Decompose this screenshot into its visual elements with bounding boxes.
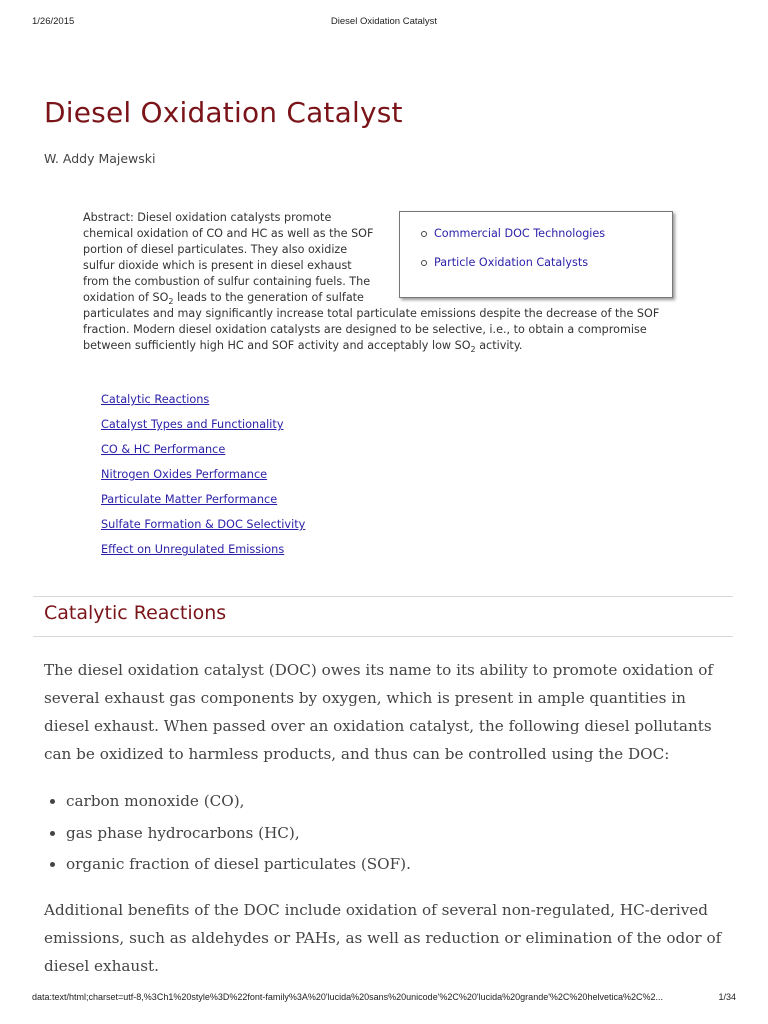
section-intro-paragraph: The diesel oxidation catalyst (DOC) owes its name to its ability to promote oxidation of several exhaust gas components by oxygen, which is present in ample quantities in diesel exhaust. When passed over an oxidation catalyst, the following diesel pollutants can be oxidized to harmless products, and thus can be controlled using the DOC: — [44, 661, 714, 763]
abstract-subscript: 2 — [470, 345, 476, 354]
section-heading: Catalytic Reactions — [44, 602, 227, 624]
abstract-text-part3: activity. — [475, 339, 523, 352]
print-page-title: Diesel Oxidation Catalyst — [330, 16, 438, 27]
toc-link-catalyst-types[interactable]: Catalyst Types and Functionality — [101, 418, 284, 431]
abstract-text-part1: Abstract: Diesel oxidation catalysts promote chemical oxidation of CO and HC as well as the SOF portion of diesel particulates. They also oxidize sulfur dioxide which is present in diesel exhaust from the combustion of sulfur containing fuels. The oxidation of SO — [83, 211, 374, 304]
section-divider-top — [33, 596, 733, 597]
print-url: data:text/html;charset=utf-8,%3Ch1%20style%3D%22font-family%3A%20'lucida%20sans%20unicode'%2C%20'lucida%20grande'%2C%20helvetica%2C%2... — [32, 992, 663, 1002]
related-links-list — [422, 226, 658, 271]
related-link-item — [434, 226, 658, 242]
related-links-box — [399, 211, 673, 298]
toc-item — [101, 392, 305, 417]
page-number: 1/34 — [718, 992, 736, 1002]
toc-item — [101, 417, 305, 442]
toc-link-particulate-matter[interactable]: Particulate Matter Performance — [101, 493, 278, 506]
list-item: • organic fraction of diesel particulates (SOF). — [66, 850, 411, 882]
print-footer — [32, 992, 736, 1006]
page-title: Diesel Oxidation Catalyst — [44, 96, 403, 129]
abstract — [83, 210, 673, 354]
list-item: • gas phase hydrocarbons (HC), — [66, 819, 411, 851]
author-byline: W. Addy Majewski — [44, 151, 156, 166]
toc-link-nitrogen-oxides[interactable]: Nitrogen Oxides Performance — [101, 468, 268, 481]
toc-item — [101, 492, 305, 517]
abstract-text-part2: leads to the generation of sulfate particulates and may significantly increase total particulate emissions despite the decrease of the SOF fraction. Modern diesel oxidation catalysts are designed to be selective, i.e., to obtain a compromise between sufficiently high HC and SOF activity and acceptably low SO — [83, 291, 660, 352]
table-of-contents — [101, 392, 305, 567]
section-divider-bottom — [33, 636, 733, 637]
toc-item — [101, 467, 305, 492]
toc-link-catalytic-reactions[interactable]: Catalytic Reactions — [101, 393, 210, 406]
link-commercial-doc-technologies[interactable]: Commercial DOC Technologies — [434, 227, 606, 240]
toc-item — [101, 542, 305, 567]
pollutant-list — [44, 787, 411, 882]
print-header — [32, 16, 736, 30]
toc-link-co-hc-performance[interactable]: CO & HC Performance — [101, 443, 226, 456]
abstract-subscript: 2 — [168, 297, 174, 306]
toc-link-sulfate-formation[interactable]: Sulfate Formation & DOC Selectivity — [101, 518, 306, 531]
toc-item — [101, 442, 305, 467]
section-outro-paragraph: Additional benefits of the DOC include oxidation of several non-regulated, HC-derived emissions, such as aldehydes or PAHs, as well as reduction or elimination of the odor of diesel exhaust. — [44, 901, 722, 975]
list-item: • carbon monoxide (CO), — [66, 787, 411, 819]
print-date: 1/26/2015 — [32, 16, 75, 27]
toc-item — [101, 517, 305, 542]
link-particle-oxidation-catalysts[interactable]: Particle Oxidation Catalysts — [434, 256, 589, 269]
toc-link-unregulated-emissions[interactable]: Effect on Unregulated Emissions — [101, 543, 285, 556]
related-link-item — [434, 255, 658, 271]
